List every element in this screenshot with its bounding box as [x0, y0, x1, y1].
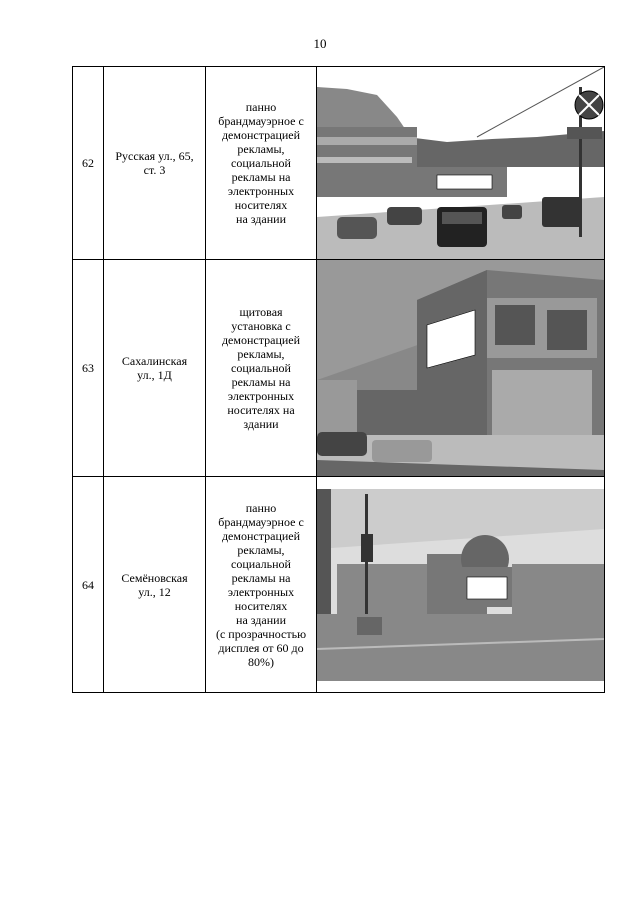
row-address: Русская ул., 65, ст. 3	[104, 67, 206, 260]
row-photo	[317, 477, 605, 693]
registry-table	[72, 66, 605, 693]
table-row	[73, 477, 605, 693]
table-row	[73, 67, 605, 260]
street-photo-semenovskaya	[317, 489, 604, 681]
row-address: Семёновская ул., 12	[104, 477, 206, 693]
row-description: щитовая установка с демонстрацией рекламы, социальной рекламы на электронных носителях на здании	[206, 260, 317, 477]
table-row	[73, 260, 605, 477]
row-description: панно брандмауэрное с демонстрацией рекламы, социальной рекламы на электронных носителях на здании (с прозрачностью дисплея от 60 до 80%)	[206, 477, 317, 693]
street-photo-russkaya	[317, 67, 604, 259]
row-number: 62	[73, 67, 104, 260]
row-number: 64	[73, 477, 104, 693]
page-number: 10	[313, 36, 327, 51]
row-address: Сахалинская ул., 1Д	[104, 260, 206, 477]
row-number: 63	[73, 260, 104, 477]
street-photo-sakhalinskaya	[317, 260, 604, 476]
row-photo	[317, 67, 605, 260]
row-description: панно брандмауэрное с демонстрацией рекламы, социальной рекламы на электронных носителях на здании	[206, 67, 317, 260]
row-photo	[317, 260, 605, 477]
